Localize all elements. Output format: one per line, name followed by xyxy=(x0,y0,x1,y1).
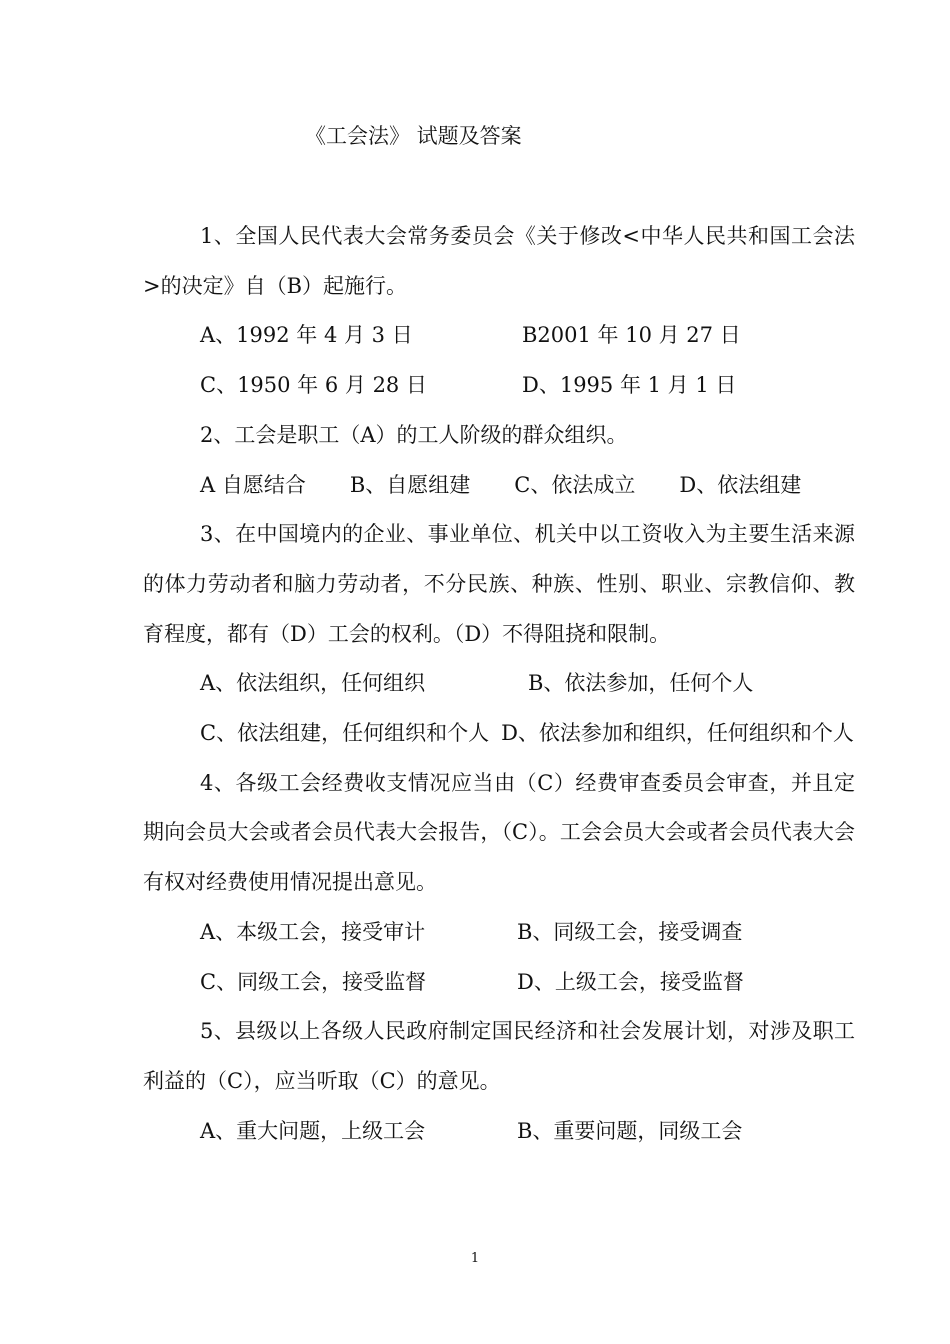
option-b: B、重要问题，同级工会 xyxy=(517,1118,743,1143)
question-stem: 3、在中国境内的企业、事业单位、机关中以工资收入为主要生活来源的体力劳动者和脑力劳动者，不分民族、种族、性别、职业、宗教信仰、教育程度，都有（D）工会的权利。（D）不得阻挠和限制。 xyxy=(143,522,855,646)
option-a: A 自愿结合 xyxy=(200,472,306,497)
option-b: B、自愿组建 xyxy=(349,472,471,497)
option-d: D、依法组建 xyxy=(679,472,802,497)
option-c: C、依法成立 xyxy=(514,472,636,497)
question-stem: 1、全国人民代表大会常务委员会《关于修改<中华人民共和国工会法>的决定》自（B）起施行。 xyxy=(143,224,855,298)
option-row xyxy=(143,908,855,958)
question-stem: 5、县级以上各级人民政府制定国民经济和社会发展计划，对涉及职工利益的（C），应当听取（C）的意见。 xyxy=(143,1019,855,1093)
option-row xyxy=(143,659,855,709)
question-list xyxy=(143,212,855,1156)
option-c: C、1950 年 6 月 28 日 xyxy=(200,373,427,398)
option-row xyxy=(143,1107,855,1157)
option-c: C、依法组建，任何组织和个人 xyxy=(200,721,490,746)
option-a: A、依法组织，任何组织 xyxy=(200,671,426,696)
option-a: A、1992 年 4 月 3 日 xyxy=(200,323,413,348)
option-c: C、同级工会，接受监督 xyxy=(200,969,427,994)
page-number: 1 xyxy=(470,1251,480,1266)
option-b: B、依法参加，任何个人 xyxy=(528,671,754,696)
question-stem: 4、各级工会经费收支情况应当由（C）经费审查委员会审查，并且定期向会员大会或者会员代表大会报告，（C）。工会会员大会或者会员代表大会有权对经费使用情况提出意见。 xyxy=(143,770,855,895)
option-d: D、1995 年 1 月 1 日 xyxy=(522,373,737,398)
document-title: 《工会法》 试题及答案 xyxy=(305,124,522,148)
option-b: B、同级工会，接受调查 xyxy=(517,919,743,944)
option-row xyxy=(143,461,855,511)
option-b: B2001 年 10 月 27 日 xyxy=(522,323,741,348)
option-a: A、重大问题，上级工会 xyxy=(200,1118,426,1143)
option-row xyxy=(143,311,855,361)
question-stem: 2、工会是职工（A）的工人阶级的群众组织。 xyxy=(200,422,628,447)
option-row xyxy=(143,361,855,411)
option-row-wrapped xyxy=(143,709,855,759)
option-row xyxy=(143,958,855,1008)
option-d: D、依法参加和组织，任何组织和个人 xyxy=(501,721,854,746)
option-d: D、上级工会，接受监督 xyxy=(517,969,744,994)
option-a: A、本级工会，接受审计 xyxy=(200,919,426,944)
